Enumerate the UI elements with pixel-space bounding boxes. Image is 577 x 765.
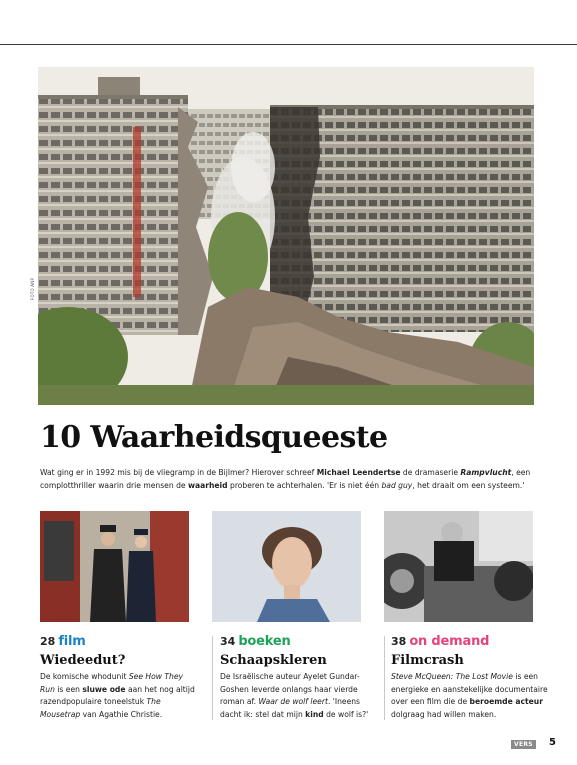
page-reference: 34 <box>220 635 236 648</box>
film-section-header[interactable] <box>40 634 200 652</box>
on-demand-title: Filmcrash <box>391 653 464 668</box>
author-name: Michael Leendertse <box>316 468 401 477</box>
column-divider <box>212 636 213 720</box>
film-title: Wiedeedut? <box>40 653 126 668</box>
photo-credit: FOTO ANP <box>30 277 35 300</box>
books-thumbnail[interactable] <box>212 511 361 622</box>
books-section-header[interactable] <box>220 634 380 652</box>
section-label: on demand <box>409 634 490 649</box>
page-reference: 38 <box>391 635 407 648</box>
film-column <box>40 634 200 721</box>
books-body: De Israëlische auteur Ayelet Gundar-Goshen leverde onlangs haar vierde roman af. Waar de wolf leert. 'Ineens dacht ik: stel dat mijn kind de wolf is?' <box>220 672 369 719</box>
section-label: film <box>58 634 86 649</box>
hero-photo <box>38 67 534 405</box>
film-thumbnail[interactable] <box>40 511 189 622</box>
books-column <box>220 634 380 721</box>
page-number: 5 <box>549 737 556 748</box>
magazine-logo: VERS <box>511 740 536 749</box>
books-title: Schaapskleren <box>220 653 327 668</box>
film-body: De komische whodunit See How They Run is een sluwe ode aan het nog altijd razendpopulaire toneelstuk The Mousetrap van Agathie Christie. <box>40 672 195 719</box>
on-demand-section-header[interactable] <box>391 634 551 652</box>
column-divider <box>384 636 385 720</box>
on-demand-thumbnail[interactable] <box>384 511 533 622</box>
page-reference: 28 <box>40 635 56 648</box>
top-rule <box>0 44 577 45</box>
intro-paragraph: Wat ging er in 1992 mis bij de vliegramp in de Bijlmer? Hierover schreef Michael Leendertse de dramaserie Rampvlucht, een complotthriller waarin drie mensen de waarheid proberen te achterhalen. 'Er is niet één bad guy, het draait om een systeem.' <box>40 468 531 490</box>
on-demand-column <box>391 634 551 721</box>
headline: 10 Waarheidsqueeste <box>40 420 388 455</box>
section-label: boeken <box>238 634 291 649</box>
series-title: Rampvlucht <box>460 468 512 477</box>
on-demand-body: Steve McQueen: The Lost Movie is een energieke en aanstekelijke documentaire over een film die de beroemde acteur dolgraag had willen maken. <box>391 672 548 719</box>
